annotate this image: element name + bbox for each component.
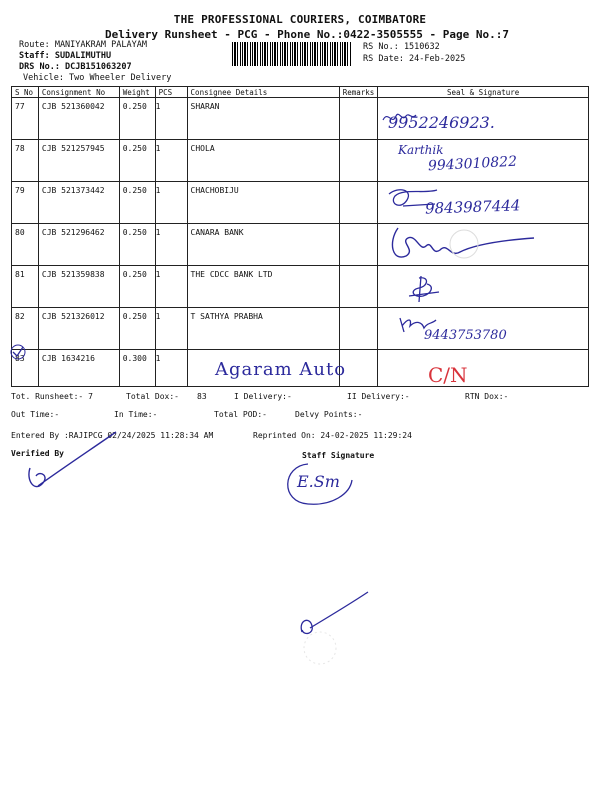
ii-delivery: II Delivery:- [347, 392, 410, 401]
out-time: Out Time:- [11, 410, 60, 419]
cell-sno: 80 [12, 224, 39, 266]
cell-pcs: 1 [155, 182, 187, 224]
signature-scribble-77 [380, 108, 420, 128]
col-signature-header: Seal & Signature [378, 87, 589, 98]
handwritten-phone-78: 9943010822 [427, 153, 518, 175]
cell-consignee: SHARAN [187, 98, 339, 140]
checkmark-icon [9, 343, 27, 361]
cell-consignment: CJB 521326012 [38, 308, 119, 350]
table-header-row [12, 87, 589, 98]
handwritten-phone-77: 9952246923. [388, 113, 495, 132]
cell-sno: 82 [12, 308, 39, 350]
cell-weight: 0.250 [119, 98, 155, 140]
staff-signature-text: E.Sm [297, 472, 340, 491]
col-consignee-header: Consignee Details [187, 87, 339, 98]
cell-pcs: 1 [155, 266, 187, 308]
cell-pcs: 1 [155, 350, 187, 387]
cell-consignee: CANARA BANK [187, 224, 339, 266]
rs-date: RS Date: 24-Feb-2025 [363, 54, 466, 64]
rtn-dox: RTN Dox:- [465, 392, 509, 401]
barcode [232, 42, 352, 66]
total-dox-label: Total Dox:- [126, 392, 179, 401]
total-pod: Total POD:- [214, 410, 267, 419]
cell-pcs: 1 [155, 98, 187, 140]
verified-by-signature [20, 430, 120, 495]
vehicle-label: Vehicle: Two Wheeler Delivery [23, 73, 172, 83]
company-title: THE PROFESSIONAL COURIERS, COIMBATORE [173, 13, 427, 26]
col-remarks-header: Remarks [339, 87, 378, 98]
cell-weight: 0.250 [119, 266, 155, 308]
route-label: Route: MANIYAKRAM PALAYAM [19, 40, 147, 50]
reprinted-on: Reprinted On: 24-02-2025 11:29:24 [253, 431, 412, 440]
cell-pcs: 1 [155, 140, 187, 182]
cell-remarks [339, 98, 378, 140]
cell-consignment: CJB 521373442 [38, 182, 119, 224]
cell-sno: 79 [12, 182, 39, 224]
handwritten-agaram-auto: Agaram Auto [215, 359, 347, 380]
cell-consignee: CHOLA [187, 140, 339, 182]
cell-weight: 0.250 [119, 308, 155, 350]
drs-label: DRS No.: DCJB151063207 [19, 62, 132, 72]
delivery-points: Delvy Points:- [295, 410, 363, 419]
entered-by: Entered By :RAJIPCG 02/24/2025 11:28:34 AM [11, 431, 214, 440]
cell-pcs: 1 [155, 224, 187, 266]
signature-cdcc-bank [405, 274, 445, 304]
handwritten-phone-82: 9443753780 [424, 328, 507, 343]
cell-consignment: CJB 1634216 [38, 350, 119, 387]
signature-canara-bank [386, 222, 536, 268]
table-row [12, 266, 589, 308]
cell-remarks [339, 182, 378, 224]
cell-consignment: CJB 521257945 [38, 140, 119, 182]
cell-weight: 0.300 [119, 350, 155, 387]
stray-signature [280, 590, 380, 670]
signature-scribble-79 [385, 184, 445, 214]
handwritten-cn-mark: C/N [428, 363, 468, 387]
cell-remarks [339, 266, 378, 308]
col-weight-header: Weight [119, 87, 155, 98]
cell-consignee: T SATHYA PRABHA [187, 308, 339, 350]
cell-consignee: CHACHOBIJU [187, 182, 339, 224]
cell-pcs: 1 [155, 308, 187, 350]
total-runsheet: Tot. Runsheet:- 7 [11, 392, 93, 401]
cell-consignment: CJB 521296462 [38, 224, 119, 266]
verified-by: Verified By [11, 449, 64, 458]
i-delivery: I Delivery:- [234, 392, 292, 401]
cell-consignment: CJB 521359838 [38, 266, 119, 308]
cell-remarks [339, 224, 378, 266]
cell-sno: 78 [12, 140, 39, 182]
cell-weight: 0.250 [119, 140, 155, 182]
handwritten-phone-79: 9843987444 [424, 196, 521, 218]
col-sno-header: S No [12, 87, 39, 98]
cell-sno: 77 [12, 98, 39, 140]
table-row [12, 98, 589, 140]
cell-sno: 81 [12, 266, 39, 308]
col-consignment-header: Consignment No [38, 87, 119, 98]
total-dox-value: 83 [197, 392, 207, 401]
cell-sno: 83 [12, 350, 39, 387]
in-time: In Time:- [114, 410, 158, 419]
cell-weight: 0.250 [119, 224, 155, 266]
runsheet-subtitle: Delivery Runsheet - PCG - Phone No.:0422-3505555 - Page No.:7 [105, 28, 509, 41]
cell-weight: 0.250 [119, 182, 155, 224]
cell-remarks [339, 308, 378, 350]
col-pcs-header: PCS [155, 87, 187, 98]
staff-signature-label: Staff Signature [302, 451, 375, 460]
handwritten-name-78: Karthik [398, 143, 444, 157]
rs-number: RS No.: 1510632 [363, 42, 440, 52]
cell-consignment: CJB 521360042 [38, 98, 119, 140]
staff-label: Staff: SUDALIMUTHU [19, 51, 112, 61]
cell-consignee: THE CDCC BANK LTD [187, 266, 339, 308]
cell-signature [378, 350, 589, 387]
cell-remarks [339, 140, 378, 182]
